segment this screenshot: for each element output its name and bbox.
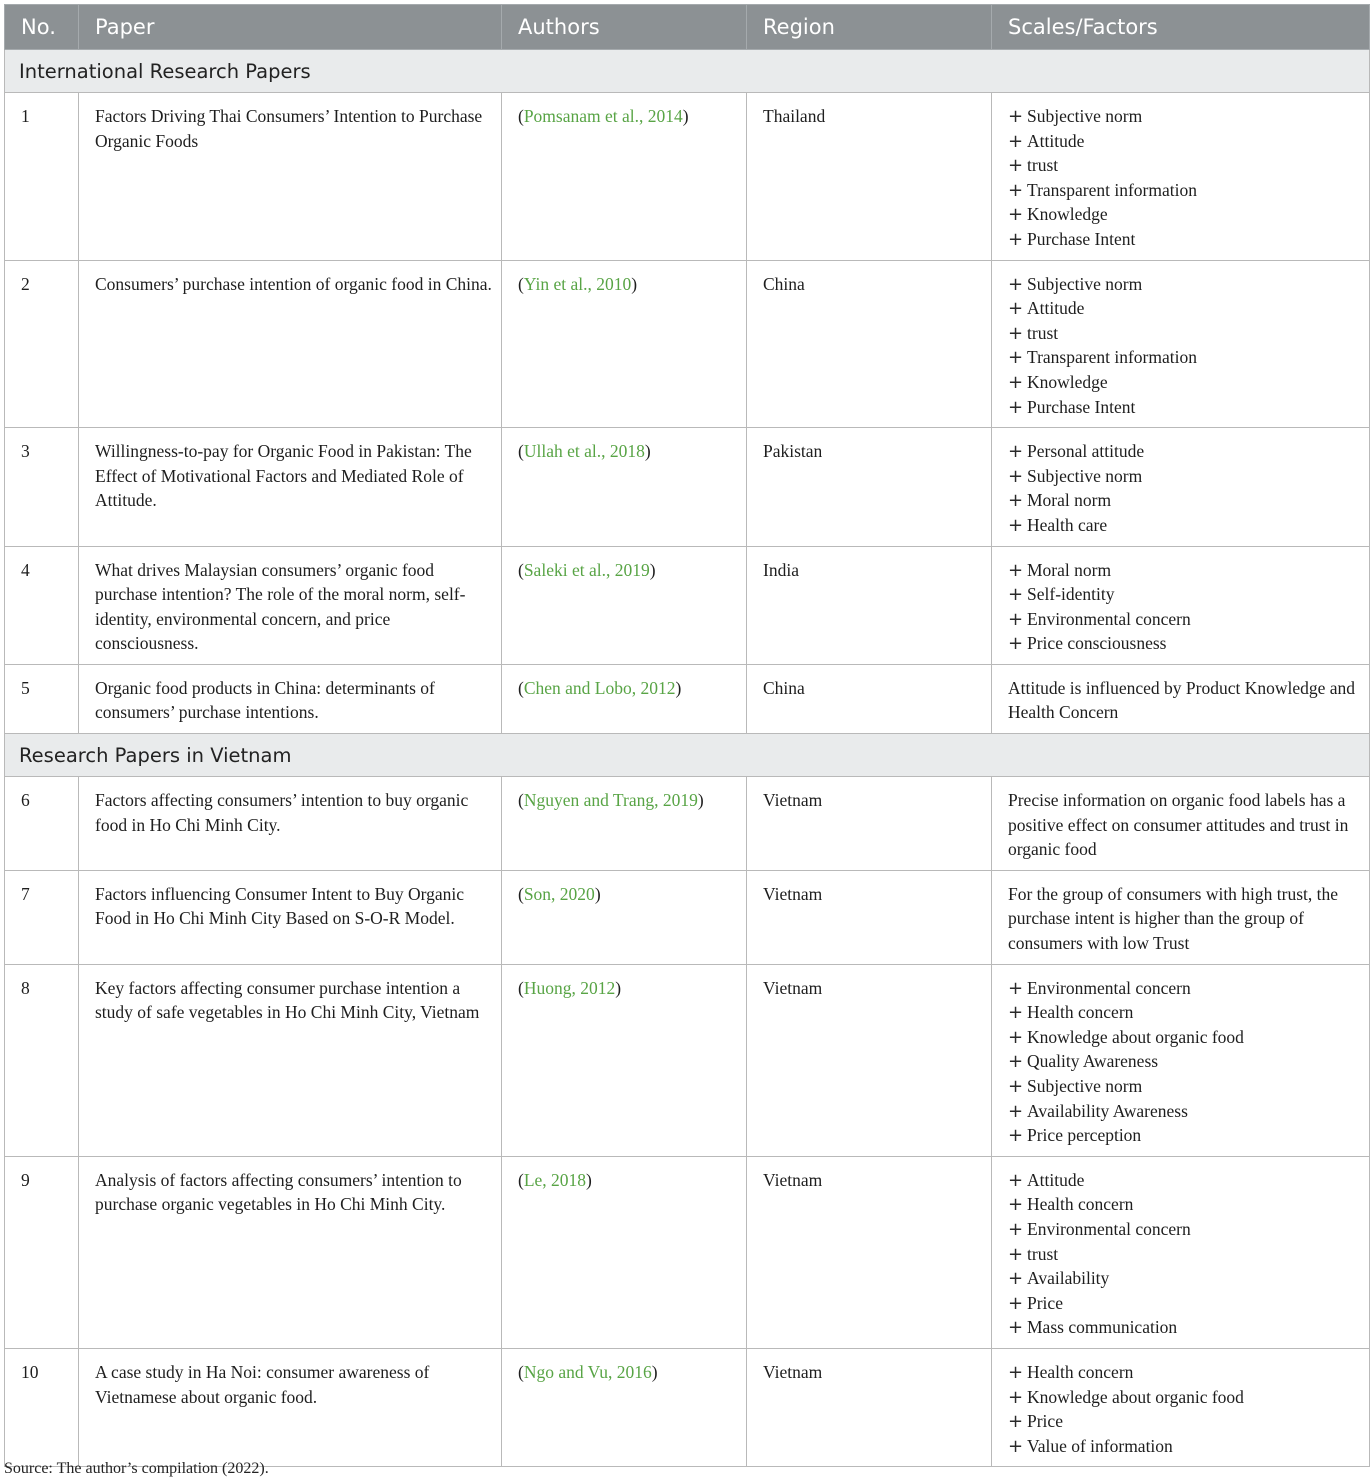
factor-item (1008, 202, 1361, 227)
factor-item (1008, 513, 1361, 538)
table-row (5, 664, 1370, 733)
citation-close-paren: ) (682, 106, 689, 126)
plus-icon: + (1008, 298, 1024, 320)
table-header-row (5, 5, 1370, 50)
factor-label: Subjective norm (1027, 273, 1143, 294)
plus-icon: + (1008, 977, 1024, 999)
table-row (5, 428, 1370, 546)
cell-no: 9 (5, 1156, 79, 1348)
factor-label: trust (1027, 1243, 1059, 1264)
cell-no: 8 (5, 964, 79, 1156)
header-authors: Authors (502, 5, 747, 50)
citation-link[interactable]: Le, 2018 (523, 1169, 587, 1190)
citation-open-paren: ( (518, 559, 524, 580)
plus-icon: + (1008, 347, 1024, 369)
factor-label: Purchase Intent (1027, 228, 1136, 249)
plus-icon: + (1008, 371, 1024, 393)
plus-icon: + (1008, 633, 1024, 655)
factor-item (1008, 1074, 1361, 1099)
cell-paper-title: Organic food products in China: determinants of consumers’ purchase intentions. (79, 664, 502, 733)
factor-item (1008, 1168, 1361, 1193)
plus-icon: + (1008, 1268, 1024, 1290)
factor-item (1008, 296, 1361, 321)
cell-paper-title: Factors influencing Consumer Intent to Buy Organic Food in Ho Chi Minh City Based on S-O-R Model. (79, 870, 502, 964)
citation-open-paren: ( (518, 1361, 524, 1382)
header-no: No. (5, 5, 79, 50)
factor-item (1008, 1266, 1361, 1291)
cell-scales-factors (992, 93, 1370, 261)
cell-scales-factors (992, 428, 1370, 546)
factor-label: Price (1027, 1292, 1063, 1313)
plus-icon: + (1008, 441, 1024, 463)
factor-label: Moral norm (1027, 559, 1112, 580)
factor-label: Health concern (1027, 1361, 1134, 1382)
plus-icon: + (1008, 514, 1024, 536)
factor-item (1008, 1291, 1361, 1316)
factor-label: Subjective norm (1027, 1076, 1143, 1096)
cell-region: Vietnam (747, 1348, 992, 1466)
section-header-row (5, 50, 1370, 93)
citation-link[interactable]: Saleki et al., 2019 (523, 559, 650, 580)
plus-icon: + (1008, 1361, 1024, 1383)
factor-item (1008, 1099, 1361, 1124)
plus-icon: + (1008, 1243, 1024, 1265)
section-title: International Research Papers (5, 50, 1370, 93)
studies-table (4, 4, 1370, 1467)
citation-link[interactable]: Ullah et al., 2018 (523, 441, 645, 462)
factor-label: Price perception (1027, 1125, 1142, 1146)
cell-no: 4 (5, 546, 79, 664)
factor-label: Subjective norm (1027, 465, 1143, 486)
plus-icon: + (1008, 608, 1024, 630)
factor-item (1008, 395, 1361, 420)
citation-close-paren: ) (675, 677, 682, 698)
factor-item (1008, 1315, 1361, 1340)
factor-item (1008, 1000, 1361, 1025)
cell-authors (502, 777, 747, 871)
factor-label: Knowledge (1027, 204, 1108, 225)
plus-icon: + (1008, 273, 1024, 295)
cell-scales-factors: Precise information on organic food labels has a positive effect on consumer attitudes and trust in organic food (992, 777, 1370, 871)
cell-no: 5 (5, 664, 79, 733)
factor-item (1008, 153, 1361, 178)
plus-icon: + (1008, 155, 1024, 177)
factor-item (1008, 1242, 1361, 1267)
table-row (5, 1156, 1370, 1348)
factor-label: Purchase Intent (1027, 396, 1136, 417)
factor-label: Mass communication (1027, 1317, 1178, 1338)
plus-icon: + (1008, 1076, 1024, 1097)
citation-close-paren: ) (594, 883, 601, 904)
cell-no: 3 (5, 428, 79, 546)
citation-open-paren: ( (518, 677, 524, 698)
cell-region: Vietnam (747, 1156, 992, 1348)
citation-close-paren: ) (697, 790, 704, 811)
cell-scales-factors: Attitude is influenced by Product Knowledge and Health Concern (992, 664, 1370, 733)
cell-region: Vietnam (747, 777, 992, 871)
table-row (5, 93, 1370, 261)
factor-item (1008, 321, 1361, 346)
plus-icon: + (1008, 584, 1024, 606)
plus-icon: + (1008, 1026, 1024, 1048)
citation-open-paren: ( (518, 273, 524, 294)
cell-region: Vietnam (747, 964, 992, 1156)
factor-label: Health care (1027, 514, 1108, 535)
cell-no: 1 (5, 93, 79, 261)
factor-item (1008, 488, 1361, 513)
plus-icon: + (1008, 1317, 1024, 1339)
citation-link[interactable]: Son, 2020 (523, 883, 595, 904)
plus-icon: + (1008, 204, 1024, 226)
factor-item (1008, 607, 1361, 632)
citation-open-paren: ( (518, 977, 524, 998)
plus-icon: + (1008, 465, 1024, 487)
header-paper: Paper (79, 5, 502, 50)
cell-authors (502, 964, 747, 1156)
factor-item (1008, 1192, 1361, 1217)
table-body (5, 50, 1370, 1467)
factor-label: Self-identity (1027, 584, 1115, 605)
factor-item (1008, 464, 1361, 489)
cell-paper-title: A case study in Ha Noi: consumer awareness of Vietnamese about organic food. (79, 1348, 502, 1466)
cell-scales-factors (992, 1348, 1370, 1466)
factor-item (1008, 1434, 1361, 1459)
cell-no: 6 (5, 777, 79, 871)
plus-icon: + (1008, 396, 1024, 418)
table-row (5, 870, 1370, 964)
cell-no: 10 (5, 1348, 79, 1466)
plus-icon: + (1008, 228, 1024, 250)
factor-item (1008, 345, 1361, 370)
factor-label: Environmental concern (1027, 1218, 1191, 1239)
factor-item (1008, 558, 1361, 583)
factor-label: Knowledge about organic food (1027, 1386, 1244, 1407)
factor-item (1008, 227, 1361, 252)
factor-label: Quality Awareness (1027, 1051, 1159, 1072)
cell-scales-factors: For the group of consumers with high trust, the purchase intent is higher than the group of consumers with low Trust (992, 870, 1370, 964)
plus-icon: + (1008, 490, 1024, 512)
citation-close-paren: ) (615, 977, 622, 998)
factor-label: Price (1027, 1411, 1063, 1432)
factor-item (1008, 1123, 1361, 1148)
citation-link[interactable]: Chen and Lobo, 2012 (523, 677, 676, 698)
factor-item (1008, 1217, 1361, 1242)
plus-icon: + (1008, 1386, 1024, 1408)
plus-icon: + (1008, 1411, 1024, 1433)
cell-no: 2 (5, 260, 79, 428)
cell-scales-factors (992, 260, 1370, 428)
factor-item (1008, 976, 1361, 1001)
factor-label: trust (1027, 322, 1059, 343)
factor-label: Availability Awareness (1027, 1100, 1188, 1121)
plus-icon: + (1008, 130, 1024, 152)
cell-no: 7 (5, 870, 79, 964)
cell-region: China (747, 260, 992, 428)
factor-item (1008, 178, 1361, 203)
factor-label: trust (1027, 155, 1059, 176)
cell-region: Pakistan (747, 428, 992, 546)
factor-item (1008, 1360, 1361, 1385)
factor-item (1008, 1385, 1361, 1410)
factor-label: Moral norm (1027, 490, 1112, 511)
cell-authors (502, 260, 747, 428)
factor-item (1008, 129, 1361, 154)
plus-icon: + (1008, 1292, 1024, 1314)
cell-region: China (747, 664, 992, 733)
table-row (5, 260, 1370, 428)
factor-label: Attitude (1027, 298, 1085, 319)
cell-paper-title: Willingness-to-pay for Organic Food in Pakistan: The Effect of Motivational Factors and Mediated Role of Attitude. (79, 428, 502, 546)
factor-label: Health concern (1027, 1002, 1134, 1023)
plus-icon: + (1008, 1218, 1024, 1240)
citation-close-paren: ) (651, 1361, 658, 1382)
factor-item (1008, 272, 1361, 297)
factor-item (1008, 631, 1361, 656)
plus-icon: + (1008, 1435, 1024, 1457)
factor-item (1008, 1049, 1361, 1074)
header-scales-factors: Scales/Factors (992, 5, 1370, 50)
citation-close-paren: ) (631, 273, 638, 294)
cell-paper-title: What drives Malaysian consumers’ organic food purchase intention? The role of the moral norm, self-identity, environmental concern, and price consciousness. (79, 546, 502, 664)
citation-close-paren: ) (644, 441, 651, 462)
cell-authors (502, 664, 747, 733)
plus-icon: + (1008, 1125, 1024, 1147)
cell-paper-title: Key factors affecting consumer purchase intention a study of safe vegetables in Ho Chi Minh City, Vietnam (79, 964, 502, 1156)
citation-close-paren: ) (649, 559, 656, 580)
factor-label: Environmental concern (1027, 608, 1191, 629)
factor-label: Health concern (1027, 1194, 1134, 1215)
table-row (5, 546, 1370, 664)
citation-link[interactable]: Huong, 2012 (523, 977, 616, 998)
plus-icon: + (1008, 1194, 1024, 1216)
plus-icon: + (1008, 106, 1024, 127)
plus-icon: + (1008, 179, 1024, 201)
factor-item (1008, 439, 1361, 464)
citation-link[interactable]: Ngo and Vu, 2016 (523, 1361, 652, 1382)
citation-link[interactable]: Yin et al., 2010 (523, 273, 632, 294)
factor-label: Knowledge about organic food (1027, 1026, 1244, 1047)
factor-label: Availability (1027, 1268, 1110, 1289)
plus-icon: + (1008, 1051, 1024, 1073)
section-title: Research Papers in Vietnam (5, 734, 1370, 777)
cell-paper-title: Factors affecting consumers’ intention to buy organic food in Ho Chi Minh City. (79, 777, 502, 871)
factor-item (1008, 104, 1361, 129)
cell-scales-factors (992, 1156, 1370, 1348)
table-row (5, 777, 1370, 871)
plus-icon: + (1008, 1100, 1024, 1122)
factor-item (1008, 1409, 1361, 1434)
cell-region: India (747, 546, 992, 664)
section-header-row (5, 734, 1370, 777)
cell-paper-title: Analysis of factors affecting consumers’ intention to purchase organic vegetables in Ho Chi Minh City. (79, 1156, 502, 1348)
citation-link[interactable]: Pomsanam et al., 2014 (523, 106, 683, 126)
citation-close-paren: ) (586, 1169, 592, 1190)
factor-label: Environmental concern (1027, 977, 1191, 998)
cell-authors (502, 93, 747, 261)
factor-label: Subjective norm (1027, 106, 1143, 126)
citation-link[interactable]: Nguyen and Trang, 2019 (523, 790, 698, 811)
plus-icon: + (1008, 1002, 1024, 1024)
factor-item (1008, 1025, 1361, 1050)
cell-authors (502, 1156, 747, 1348)
factor-label: Price consciousness (1027, 633, 1167, 654)
citation-open-paren: ( (518, 441, 524, 462)
cell-authors (502, 870, 747, 964)
citation-open-paren: ( (518, 1169, 524, 1190)
plus-icon: + (1008, 1169, 1024, 1191)
cell-paper-title: Factors Driving Thai Consumers’ Intention to Purchase Organic Foods (79, 93, 502, 261)
plus-icon: + (1008, 322, 1024, 344)
cell-region: Vietnam (747, 870, 992, 964)
table-row (5, 964, 1370, 1156)
cell-scales-factors (992, 546, 1370, 664)
factor-label: Knowledge (1027, 371, 1108, 392)
cell-paper-title: Consumers’ purchase intention of organic food in China. (79, 260, 502, 428)
table-row (5, 1348, 1370, 1466)
citation-open-paren: ( (518, 790, 524, 811)
factor-label: Transparent information (1027, 179, 1197, 200)
factor-label: Transparent information (1027, 347, 1197, 368)
citation-open-paren: ( (518, 883, 524, 904)
header-region: Region (747, 5, 992, 50)
citation-open-paren: ( (518, 106, 524, 126)
factor-item (1008, 370, 1361, 395)
cell-authors (502, 546, 747, 664)
factor-item (1008, 582, 1361, 607)
plus-icon: + (1008, 559, 1024, 581)
source-note: Source: The author’s compilation (2022). (4, 1460, 269, 1477)
factor-label: Value of information (1027, 1435, 1173, 1456)
factor-label: Attitude (1027, 130, 1085, 151)
cell-authors (502, 428, 747, 546)
cell-authors (502, 1348, 747, 1466)
factor-label: Personal attitude (1027, 441, 1145, 462)
factor-label: Attitude (1027, 1169, 1085, 1190)
cell-scales-factors (992, 964, 1370, 1156)
cell-region: Thailand (747, 93, 992, 261)
